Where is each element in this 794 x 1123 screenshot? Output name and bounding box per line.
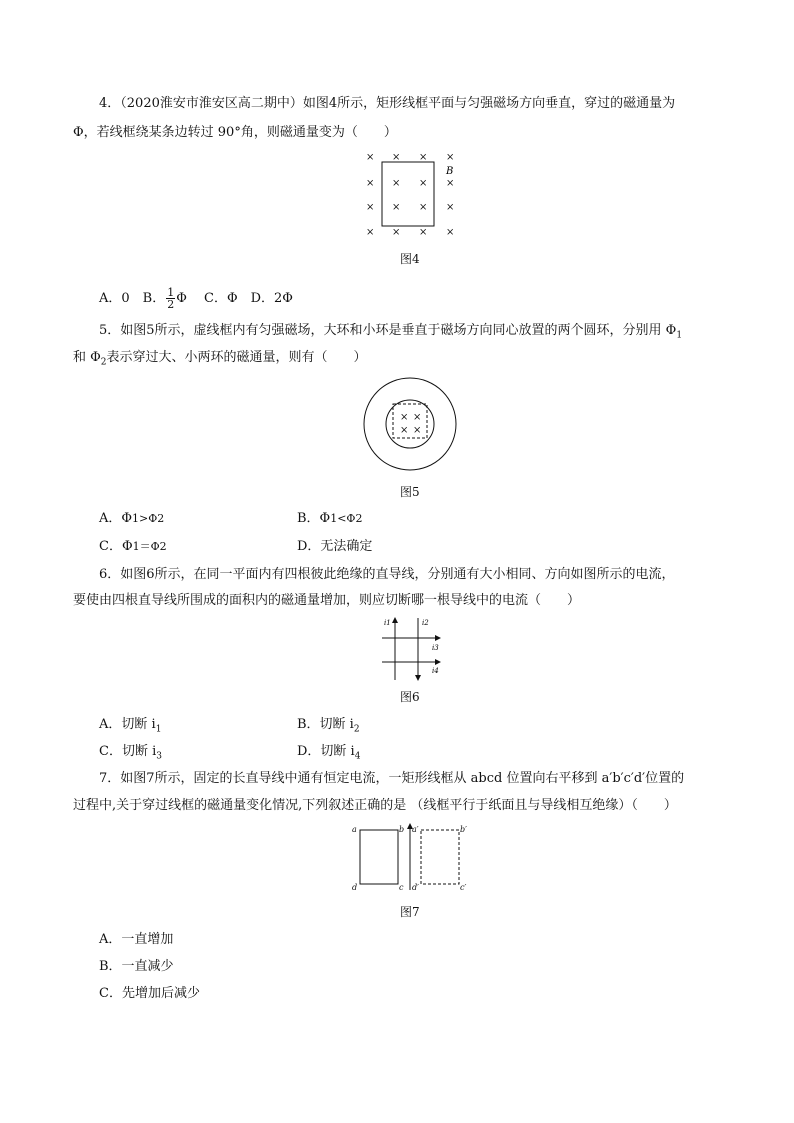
figure-7-caption: 图7	[400, 905, 420, 919]
svg-text:×: ×	[446, 227, 455, 238]
svg-text:×: ×	[400, 412, 409, 423]
q4-line1: 4．（2020淮安市淮安区高二期中）如图4所示，矩形线框平面与匀强磁场方向垂直，穿过的磁通量为	[99, 96, 676, 111]
fraction-denominator: 2	[167, 298, 175, 311]
label-d: d	[352, 883, 358, 892]
q6-option-c-sub: 3	[156, 751, 162, 762]
q5-option-a	[99, 510, 164, 528]
label-b-prime: b′	[460, 825, 467, 834]
svg-text:×: ×	[419, 202, 428, 213]
figure-5-caption: 图5	[400, 485, 420, 499]
frame-abcd	[360, 830, 398, 884]
svg-text:×: ×	[446, 202, 455, 213]
figure-4	[362, 148, 462, 238]
q5-option-b-relation: 1<Φ2	[330, 512, 363, 525]
q5-line2	[73, 349, 367, 372]
figure-7	[350, 824, 480, 894]
q5-option-b-text: B．Φ	[297, 511, 331, 526]
label-i2: i2	[422, 619, 429, 627]
label-d-prime: d′	[412, 883, 419, 892]
svg-text:×: ×	[419, 152, 428, 163]
figure-6-caption: 图6	[400, 690, 420, 704]
q5-option-c-text: C．Φ	[99, 539, 133, 554]
q4-fraction	[166, 287, 175, 310]
label-i1: i1	[384, 619, 391, 627]
q7-line2: 过程中,关于穿过线框的磁通量变化情况,下列叙述正确的是 （线框平行于纸面且与导线相互绝缘）（ ）	[73, 798, 677, 813]
q5-line1-text: 5．如图5所示，虚线框内有匀强磁场，大环和小环是垂直于磁场方向同心放置的两个圆环，分别用 Φ	[99, 323, 677, 338]
q5-line1-sub: 1	[676, 330, 683, 341]
q6-option-d-text: D．切断 i	[297, 744, 355, 759]
q6-option-a-sub: 1	[155, 724, 162, 735]
svg-text:×: ×	[446, 178, 455, 189]
fraction-numerator: 1	[167, 286, 175, 299]
q6-option-b-text: B．切断 i	[297, 717, 354, 732]
q5-option-c-relation: 1＝Φ2	[132, 540, 167, 553]
q7-option-b: B．一直减少	[99, 959, 174, 974]
q6-option-b	[297, 716, 360, 739]
q6-option-c	[99, 743, 162, 766]
q5-line2-start: 和 Φ	[73, 350, 101, 365]
q5-line2-sub: 2	[100, 357, 107, 368]
label-c-prime: c′	[460, 883, 467, 892]
q4-options-end: Φ C．Φ D．2Φ	[176, 291, 293, 306]
svg-text:×: ×	[400, 425, 409, 436]
label-c: c	[399, 883, 404, 892]
q7-line1: 7．如图7所示，固定的长直导线中通有恒定电流，一矩形线框从 abcd 位置向右平移到 a′b′c′d′位置的	[99, 771, 685, 786]
svg-text:×: ×	[419, 178, 428, 189]
q6-option-a	[99, 716, 161, 739]
svg-text:×: ×	[419, 227, 428, 238]
q4-options	[99, 287, 293, 310]
figure-5	[360, 374, 460, 474]
magnetic-field-crosses	[366, 152, 454, 238]
q6-option-d-sub: 4	[354, 751, 361, 762]
svg-text:×: ×	[392, 202, 401, 213]
q7-option-c: C．先增加后减少	[99, 986, 200, 1001]
label-b: b	[399, 825, 405, 834]
svg-text:×: ×	[366, 178, 375, 189]
q5-line1	[99, 322, 682, 345]
label-a: a	[352, 825, 357, 834]
large-ring	[364, 378, 456, 470]
figure-4-caption: 图4	[400, 252, 420, 266]
svg-text:×: ×	[366, 202, 375, 213]
q5-option-d: D．无法确定	[297, 539, 373, 554]
svg-text:×: ×	[366, 152, 375, 163]
q4-line2: Φ，若线框绕某条边转过 90°角，则磁通量变为（ ）	[73, 125, 397, 140]
q5-option-b	[297, 510, 362, 528]
svg-text:×: ×	[392, 152, 401, 163]
label-i4: i4	[432, 667, 439, 675]
svg-text:×: ×	[413, 412, 422, 423]
svg-text:×: ×	[392, 227, 401, 238]
q6-option-d	[297, 743, 360, 766]
svg-text:×: ×	[446, 152, 455, 163]
figure-6	[380, 616, 450, 686]
field-label-b: B	[446, 166, 454, 177]
q6-line2: 要使由四根直导线所围成的面积内的磁通量增加，则应切断哪一根导线中的电流（ ）	[73, 593, 581, 608]
label-a-prime: a′	[412, 825, 419, 834]
q5-option-c	[99, 538, 167, 556]
q6-line1: 6．如图6所示，在同一平面内有四根彼此绝缘的直导线，分别通有大小相同、方向如图所示的电流，	[99, 567, 675, 582]
svg-text:×: ×	[413, 425, 422, 436]
field-region-dashed	[393, 404, 427, 438]
q5-option-a-relation: 1>Φ2	[132, 512, 165, 525]
label-i3: i3	[432, 644, 439, 652]
frame-abcd-prime-dashed	[421, 830, 459, 884]
q6-option-b-sub: 2	[353, 724, 360, 735]
svg-text:×: ×	[366, 227, 375, 238]
q4-options-start: A．0 B．	[99, 291, 166, 306]
q5-line2-end: 表示穿过大、小两环的磁通量，则有（ ）	[106, 350, 367, 365]
q5-option-a-text: A．Φ	[99, 511, 133, 526]
q6-option-c-text: C．切断 i	[99, 744, 157, 759]
svg-text:×: ×	[392, 178, 401, 189]
q6-option-a-text: A．切断 i	[99, 717, 156, 732]
q7-option-a: A．一直增加	[99, 932, 174, 947]
